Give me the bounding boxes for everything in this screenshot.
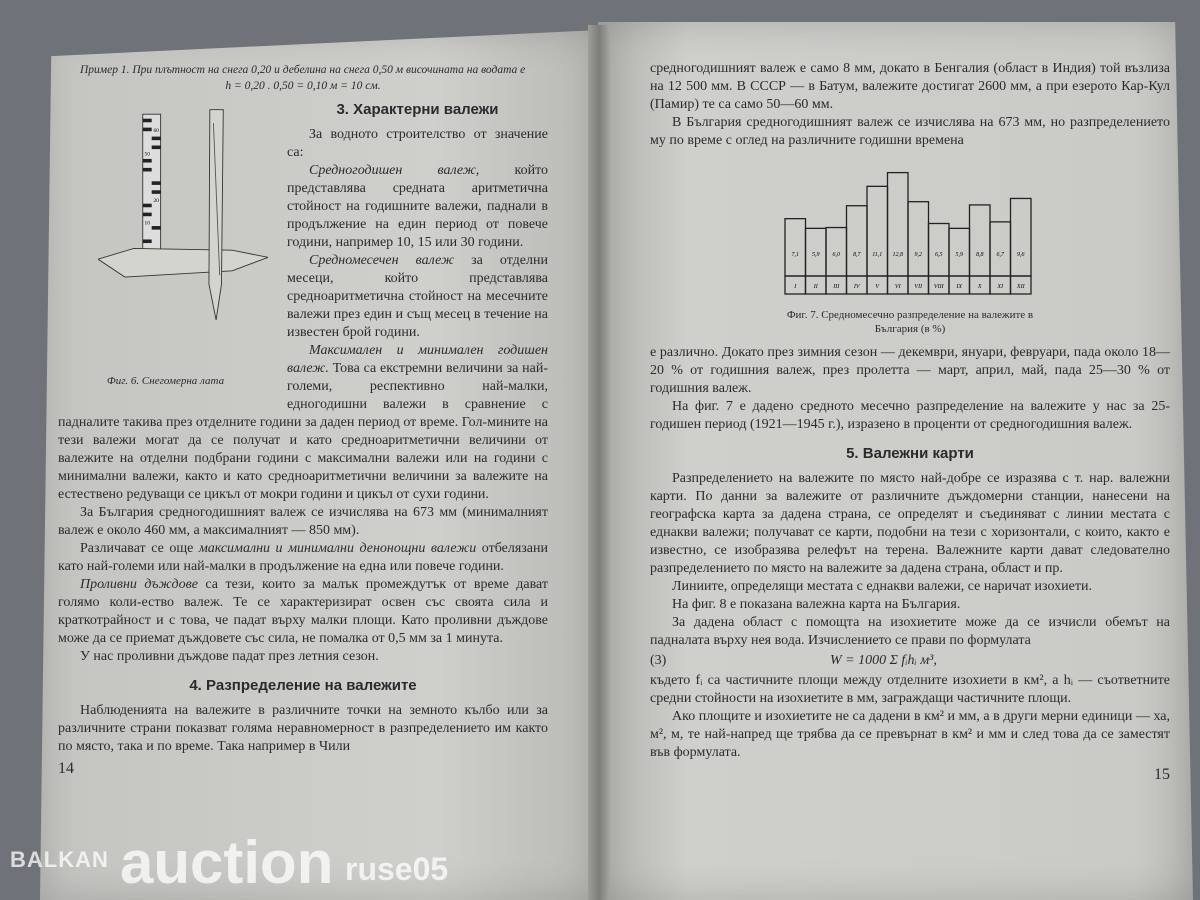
right-page-text	[650, 60, 1170, 784]
bar-value-label: 6,7	[996, 252, 1004, 258]
shower-paragraph	[58, 576, 548, 648]
bar-value-label: 8,7	[853, 252, 861, 258]
category-label: I	[794, 284, 797, 290]
snow-gauge-figure	[58, 94, 273, 394]
example-text	[58, 62, 548, 78]
bar-value-label: 6,5	[935, 252, 943, 258]
bar-value-label: 9,2	[914, 252, 922, 258]
watermark-seller: ruse05	[345, 851, 449, 887]
formula-3: W = 1000 Σ fᵢhᵢ м³,	[830, 653, 937, 668]
text: Различават се още	[80, 541, 194, 556]
category-label: VIII	[933, 284, 944, 290]
bar-V	[867, 186, 888, 276]
watermark-brand-top: BALKAN	[10, 847, 109, 872]
bar-I	[785, 219, 806, 276]
bar-XI	[990, 222, 1011, 276]
gauge-mark: 50	[144, 151, 150, 158]
fig8-paragraph: На фиг. 8 е показана валежна карта на България.	[672, 597, 961, 612]
category-label: III	[833, 284, 840, 290]
text: са тези, които за малък промеждутък от време дават голямо коли-ество валеж. Те се характеризират освен със своята сила и краткотрайност и с това, че падат върху малки площи. Като проливни дъждове може да се приемат дъждовете със сила, не помалка от 0,5 мм за 1 минута.	[58, 577, 548, 646]
category-label: V	[875, 284, 880, 290]
book-gutter	[588, 25, 610, 900]
fig7-paragraph: На фиг. 7 е дадено средното месечно разпределение на валежите у нас за 25-годишен период (1921—1945 г.), изразено в проценти от средногодишния валеж.	[650, 399, 1170, 432]
bar-value-label: 6,0	[832, 252, 840, 258]
top-paragraph: средногодишният валеж е само 8 мм, докато в Бенгалия (област в Индия) той възлиза на 12 500 мм. В СССР — в Батум, валежите достигат 2600 мм, а при езерото Кар-Кул (Памир) те са само 50—60 мм.	[650, 61, 1170, 112]
term: Средногодишен валеж,	[309, 163, 480, 178]
maps-paragraph: Разпределението на валежите по място най-добре се изразява с т. нар. валежни карти. По данни за валежите от различните дъждомерни станции, нанесени на географска карта за дадена страна, се определят и съединяват с линии местата с еднакви валежи; получават се карти, подобни на тези с хоризонтали, с които, както е известно, се изобразява релефът на терена. Валежните карти дават следователно разпределението по място на валежите за дадена страна, област и пр.	[650, 471, 1170, 576]
section3-title: 3. Характерни валежи	[336, 101, 499, 118]
category-label: IX	[956, 284, 963, 290]
fig6-caption: Фиг. 6. Снегомерна лата	[106, 375, 225, 387]
category-label: XI	[997, 284, 1004, 290]
example-line: Пример 1. При плътност на снега 0,20 и дебелина на снега 0,50 м височината	[80, 64, 464, 76]
bar-VII	[908, 202, 929, 276]
summer-paragraph: У нас проливни дъждове падат през летния сезон.	[80, 649, 379, 664]
bar-X	[970, 205, 991, 276]
watermark-brand-main: auction	[120, 829, 334, 896]
category-label: X	[977, 284, 982, 290]
page-number-left: 14	[58, 760, 74, 777]
formula-1: h = 0,20 . 0,50 = 0,10 м = 10 см.	[225, 80, 381, 92]
bar-value-label: 5,9	[812, 252, 820, 258]
equation-row	[650, 652, 1170, 670]
term: Максимален и минимален годишен валеж.	[287, 343, 548, 376]
intro-paragraph: За водното строителство от значение са:	[287, 127, 548, 160]
gauge-mark: 60	[153, 128, 159, 135]
category-label: II	[813, 284, 818, 290]
bar-value-label: 7,1	[791, 252, 799, 258]
term: Проливни дъждове	[80, 577, 198, 592]
category-label: IV	[853, 284, 860, 290]
term: Средномесечен валеж	[309, 253, 454, 268]
bar-IV	[847, 206, 868, 276]
section4-title: 4. Разпределение на валежите	[189, 677, 417, 694]
text: Това са екстремни величини за най-големи, респективно най-малки, едногодишни валежи в сравнение с падналите такива през отделните години за даден период от време. Гол-мините на тези валежи могат да се получат и като средноаритметични величини от валежите на отделни подбрани години с максимални валежи или на години с минимални валежи, както и като средноаритметични величини за валежите на естествено редуващи се цикъл от мокри години и цикъл от сухи години.	[58, 361, 548, 502]
bar-value-label: 5,9	[955, 252, 963, 258]
bulgaria-paragraph: В България средногодишният валеж се изчислява на 673 мм, но разпределението му по време с оглед на различните годишни времена	[650, 115, 1170, 148]
isohyets-paragraph: Линиите, определящи местата с еднакви валежи, се наричат изохиети.	[672, 579, 1092, 594]
category-label: VI	[894, 284, 901, 290]
term: максимални и минимални денонощни валежи	[198, 541, 477, 556]
distribution-paragraph: Наблюденията на валежите в различните точки на земното кълбо или за различните страни показват голяма неравномерност в разпределението им както по място, така и по време. Така например в Чили	[58, 703, 548, 754]
example-line: на водата е	[466, 64, 526, 76]
bar-value-label: 12,8	[892, 252, 903, 258]
units-paragraph: Ако площите и изохиетите не са дадени в км² и мм, а в други мерни единици — ха, м², м, те най-напред ще трябва да се превърнат в км² и мм и след това да се заместят във формулата.	[650, 709, 1170, 760]
text: за отделни месеци, който представлява средноаритметична стойност на месечните валежи през един и същ месец в течение на известен брой години.	[287, 253, 548, 340]
equation-number: (3)	[650, 653, 667, 668]
category-label: VII	[914, 284, 923, 290]
fig7-caption: Фиг. 7. Средномесечно разпределение на валежите в България (в %)	[786, 309, 1034, 335]
daily-paragraph	[58, 540, 548, 576]
monthly-precipitation-chart	[775, 164, 1045, 304]
snow-gauge-drawing	[98, 100, 268, 370]
text: който представлява средната аритметична стойност на годишните валежи, паднали в продължение на един период от повече години, например 10, 15 или 30 години.	[287, 163, 549, 250]
left-page-text	[58, 62, 548, 778]
volume-paragraph: За дадена област с помощта на изохиетите може да се изчисли обемът на падналата върху нея вода. Изчислението се прави по формулата	[650, 615, 1170, 648]
gauge-mark: 10	[144, 220, 150, 227]
bar-VIII	[929, 224, 950, 277]
fig7-figure	[775, 164, 1045, 304]
gauge-mark: 20	[153, 197, 159, 204]
bulgaria-paragraph: За България средногодишният валеж се изчислява на 673 мм (минималният валеж е около 460 мм, а максималният — 850 мм).	[58, 505, 548, 538]
bar-XII	[1011, 198, 1032, 276]
bar-value-label: 8,8	[976, 252, 984, 258]
bar-VI	[888, 173, 909, 276]
category-label: XII	[1016, 284, 1025, 290]
section5-title: 5. Валежни карти	[846, 445, 974, 462]
bar-value-label: 9,6	[1017, 252, 1025, 258]
where-paragraph: където fᵢ са частичните площи между отделните изохиети в км², а hᵢ — съответните средни стойности на изохиетите в мм, заграждащи частичните площи.	[650, 673, 1170, 706]
page-number-right: 15	[1154, 766, 1170, 783]
seasons-paragraph: е различно. Докато през зимния сезон — декември, януари, февруари, пада около 18—20 % от годишния валеж, през пролетта — март, април, май, пада 25—30 % от годишния валеж.	[650, 345, 1170, 396]
bar-value-label: 11,1	[872, 252, 883, 258]
text: отбелязани като най-големи или най-малки в продължение на една или повече години.	[58, 541, 549, 574]
